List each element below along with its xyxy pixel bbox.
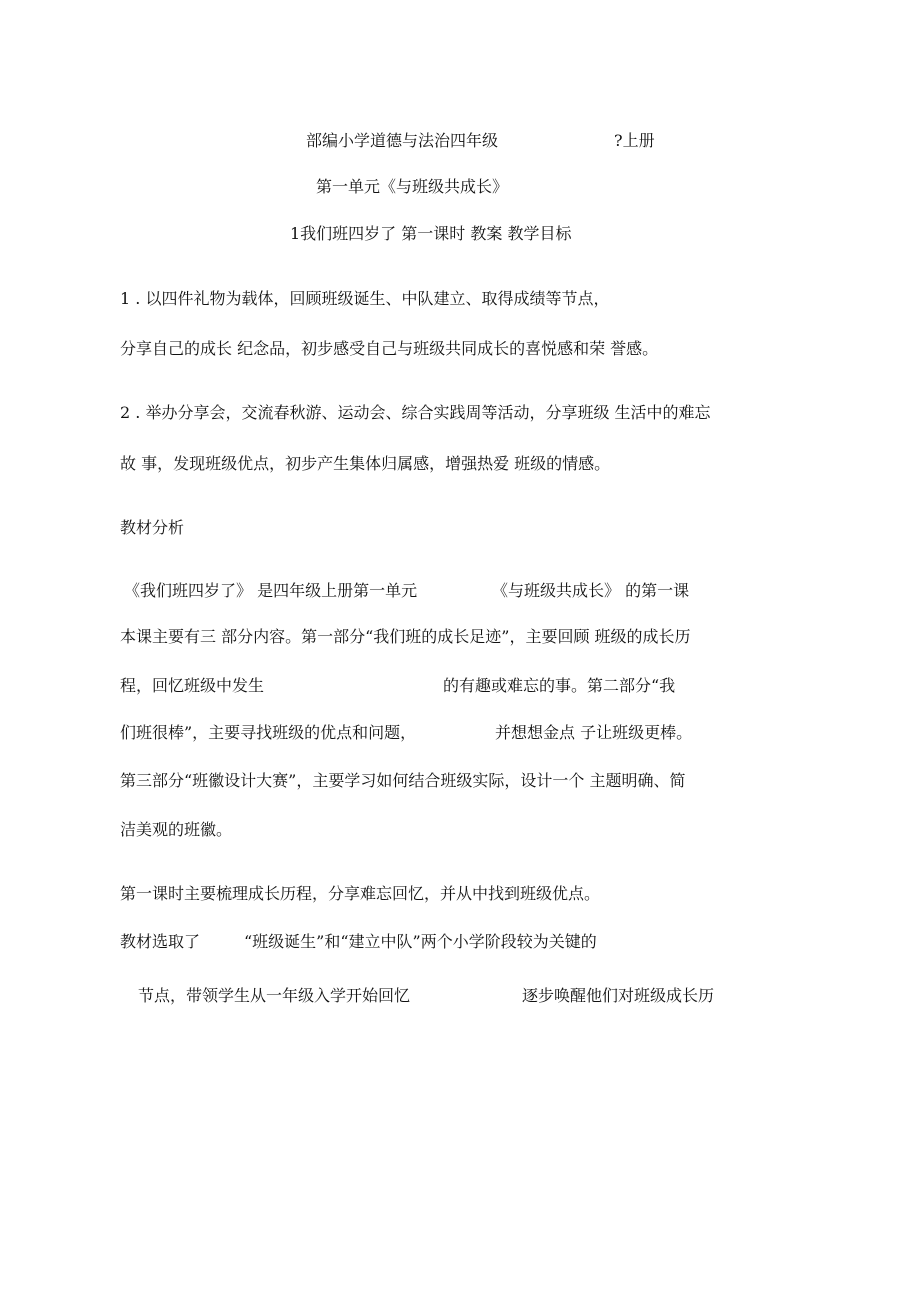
analysis-p2-line-1: 本课主要有三 部分内容。第一部分“我们班的成长足迹”，主要回顾 班级的成长历 xyxy=(120,627,691,646)
analysis-heading: 教材分析 xyxy=(120,518,185,537)
objective-1-line-1: 1 . 以四件礼物为载体，回顾班级诞生、中队建立、取得成绩等节点， xyxy=(120,289,610,308)
analysis-p2-line-2-a: 程，回忆班级中发生 xyxy=(120,676,265,695)
analysis-p3-line-1: 第一课时主要梳理成长历程，分享难忘回忆，并从中找到班级优点。 xyxy=(120,884,601,903)
analysis-p2-line-2-b: 的有趣或难忘的事。第二部分“我 xyxy=(443,676,676,695)
analysis-p1-part-a: 《我们班四岁了》 是四年级上册第一单元 xyxy=(124,581,418,600)
analysis-p1-part-b: 《与班级共成长》 的第一课 xyxy=(492,581,690,600)
objective-2-line-2: 故 事，发现班级优点，初步产生集体归属感，增强热爱 班级的情感。 xyxy=(120,454,611,473)
analysis-p3-line-3-b: 逐步唤醒他们对班级成长历 xyxy=(522,986,715,1005)
document-volume: ?上册 xyxy=(614,131,655,150)
objective-2-line-1: 2 . 举办分享会，交流春秋游、运动会、综合实践周等活动，分享班级 生活中的难忘 xyxy=(120,403,711,422)
analysis-p3-line-2-b: “班级诞生”和“建立中队”两个小学阶段较为关键的 xyxy=(244,932,597,951)
analysis-p2-line-3-b: 并想想金点 子让班级更棒。 xyxy=(495,723,693,742)
lesson-title: 1我们班四岁了 第一课时 教案 教学目标 xyxy=(290,224,572,243)
document-title: 部编小学道德与法治四年级 xyxy=(306,131,499,150)
objective-1-line-2: 分享自己的成长 纪念品，初步感受自己与班级共同成长的喜悦感和荣 誉感。 xyxy=(120,339,659,358)
analysis-p3-line-3-a: 节点，带领学生从一年级入学开始回忆 xyxy=(138,986,411,1005)
analysis-p2-line-3-a: 们班很棒”，主要寻找班级的优点和问题， xyxy=(120,723,417,742)
analysis-p2-line-4: 第三部分“班徽设计大赛”，主要学习如何结合班级实际，设计一个 主题明确、简 xyxy=(120,771,686,790)
analysis-p2-line-5: 洁美观的班徽。 xyxy=(120,820,233,839)
analysis-p3-line-2-a: 教材选取了 xyxy=(120,932,201,951)
unit-title: 第一单元《与班级共成长》 xyxy=(316,177,509,196)
